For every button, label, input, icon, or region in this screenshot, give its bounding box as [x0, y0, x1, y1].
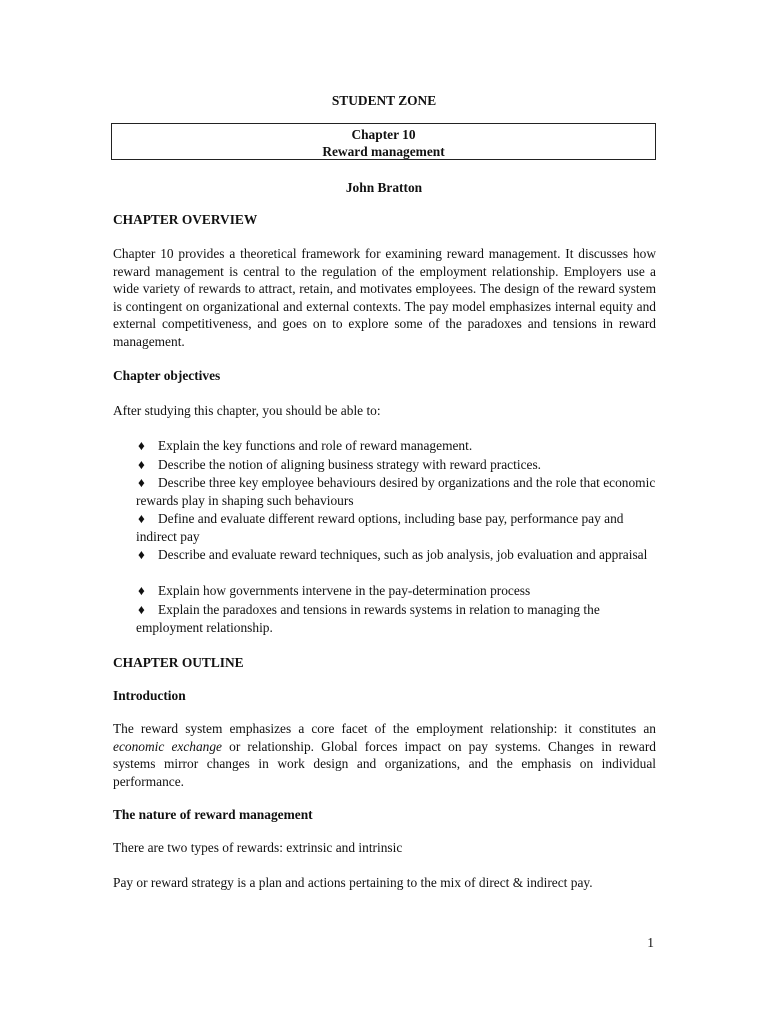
- page-number: 1: [647, 935, 654, 950]
- introduction-text-before: The reward system emphasizes a core facet of the employment relationship: it constitutes an: [113, 721, 656, 736]
- objective-text: Explain the paradoxes and tensions in rewards systems in relation to managing the employment relationship.: [136, 602, 600, 635]
- diamond-bullet-icon: ♦: [138, 438, 145, 453]
- overview-heading: CHAPTER OVERVIEW: [113, 212, 258, 227]
- objectives-intro: After studying this chapter, you should be able to:: [113, 403, 381, 418]
- diamond-bullet-icon: ♦: [138, 457, 145, 472]
- objective-item: [136, 510, 661, 545]
- author-name: John Bratton: [345, 180, 423, 195]
- objective-text: Describe three key employee behaviours desired by organizations and the role that economic rewards play in shaping such behaviours: [136, 475, 656, 508]
- objective-item: [136, 601, 661, 636]
- objective-item: [136, 546, 661, 564]
- diamond-bullet-icon: ♦: [138, 475, 145, 490]
- objective-item: [136, 474, 661, 509]
- introduction-heading: Introduction: [113, 688, 186, 703]
- chapter-box: [111, 123, 656, 160]
- objective-text: Describe and evaluate reward techniques, such as job analysis, job evaluation and appraisal: [158, 547, 648, 562]
- objective-text: Define and evaluate different reward options, including base pay, performance pay and indirect pay: [136, 511, 624, 544]
- diamond-bullet-icon: ♦: [138, 511, 145, 526]
- outline-heading: CHAPTER OUTLINE: [113, 655, 244, 670]
- header-title: STUDENT ZONE: [331, 93, 437, 108]
- introduction-text-italic: economic exchange: [113, 738, 222, 754]
- overview-paragraph: Chapter 10 provides a theoretical framework for examining reward management. It discusses how reward management is central to the regulation of the employment relationship. Employers use a wide variety of rewards to attract, retain, and motivates employees. The design of the reward system is contingent on organizational and external contexts. The pay model emphasizes internal equity and external competitiveness, and goes on to explore some of the paradoxes and tensions in reward management.: [113, 246, 656, 349]
- chapter-subtitle: Reward management: [322, 144, 445, 159]
- diamond-bullet-icon: ♦: [138, 583, 145, 598]
- introduction-paragraph: [113, 720, 656, 790]
- objective-item: [136, 437, 661, 455]
- objective-item: [136, 582, 661, 600]
- objective-text: Describe the notion of aligning business strategy with reward practices.: [158, 457, 542, 472]
- objectives-heading: Chapter objectives: [113, 368, 221, 383]
- objective-text: Explain the key functions and role of reward management.: [158, 438, 473, 453]
- objective-text: Explain how governments intervene in the pay-determination process: [158, 583, 531, 598]
- objective-item: [136, 456, 661, 474]
- nature-paragraph-1: There are two types of rewards: extrinsic and intrinsic: [113, 840, 403, 855]
- introduction-text-after: or relationship. Global forces impact on pay systems. Changes in reward systems mirror changes in work design and organizations, and the emphasis on individual performance.: [113, 738, 656, 789]
- nature-heading: The nature of reward management: [113, 807, 313, 822]
- nature-paragraph-2: Pay or reward strategy is a plan and actions pertaining to the mix of direct & indirect pay.: [113, 875, 593, 890]
- diamond-bullet-icon: ♦: [138, 602, 145, 617]
- chapter-number: Chapter 10: [351, 127, 416, 142]
- diamond-bullet-icon: ♦: [138, 547, 145, 562]
